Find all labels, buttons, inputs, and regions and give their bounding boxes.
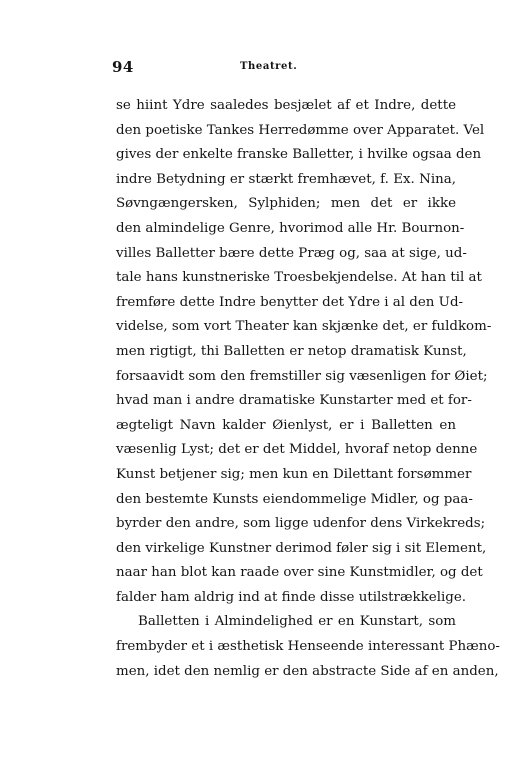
text-line: forsaavidt som den fremstiller sig væsenligen for Øiet; [116, 368, 488, 384]
text-line: gives der enkelte franske Balletter, i hvilke ogsaa den [116, 147, 482, 163]
text-line: naar han blot kan raade over sine Kunstmidler, og det [116, 565, 483, 581]
text-line: væsenlig Lyst; det er det Middel, hvoraf netop denne [116, 442, 478, 458]
text-line: den bestemte Kunsts eiendommelige Midler, og paa- [116, 491, 473, 507]
text-line: tale hans kunstneriske Troesbekjendelse. At han til at [116, 270, 482, 286]
text-line: fremføre dette Indre benytter det Ydre i al den Ud- [116, 294, 464, 310]
text-line: men, idet den nemlig er den abstracte Side af en anden, [116, 663, 499, 679]
text-line: falder ham aldrig ind at finde disse utilstrækkelige. [116, 589, 467, 605]
text-line: videlse, som vort Theater kan skjænke det, er fuldkom- [116, 319, 492, 335]
running-head [0, 58, 512, 78]
page-number: 94 [112, 58, 134, 76]
text-line: se hiint Ydre saaledes besjælet af et Indre, dette [116, 98, 456, 113]
text-line: frembyder et i æsthetisk Henseende interessant Phæno- [116, 639, 500, 655]
running-title: Theatret. [240, 61, 298, 72]
text-line: indre Betydning er stærkt fremhævet, f. Ex. Nina, [116, 171, 456, 187]
text-line: villes Balletter bære dette Præg og, saa at sige, ud- [116, 245, 467, 261]
body-text [116, 94, 500, 684]
text-line: hvad man i andre dramatiske Kunstarter med et for- [116, 393, 472, 409]
text-line: den poetiske Tankes Herredømme over Apparatet. Vel [116, 122, 485, 138]
text-line: Søvngængersken, Sylphiden; men det er ikke [116, 196, 456, 212]
text-line: ægteligt Navn kalder Øienlyst, er i Balletten en [116, 417, 456, 433]
text-line: men rigtigt, thi Balletten er netop dramatisk Kunst, [116, 343, 467, 359]
text-line: den almindelige Genre, hvorimod alle Hr. Bournon- [116, 220, 465, 236]
text-line: den virkelige Kunstner derimod føler sig i sit Element, [116, 540, 487, 556]
text-line: Balletten i Almindelighed er en Kunstart, som [138, 614, 456, 630]
text-line: byrder den andre, som ligge udenfor dens Virkekreds; [116, 516, 486, 532]
text-line: Kunst betjener sig; men kun en Dilettant forsømmer [116, 466, 472, 482]
